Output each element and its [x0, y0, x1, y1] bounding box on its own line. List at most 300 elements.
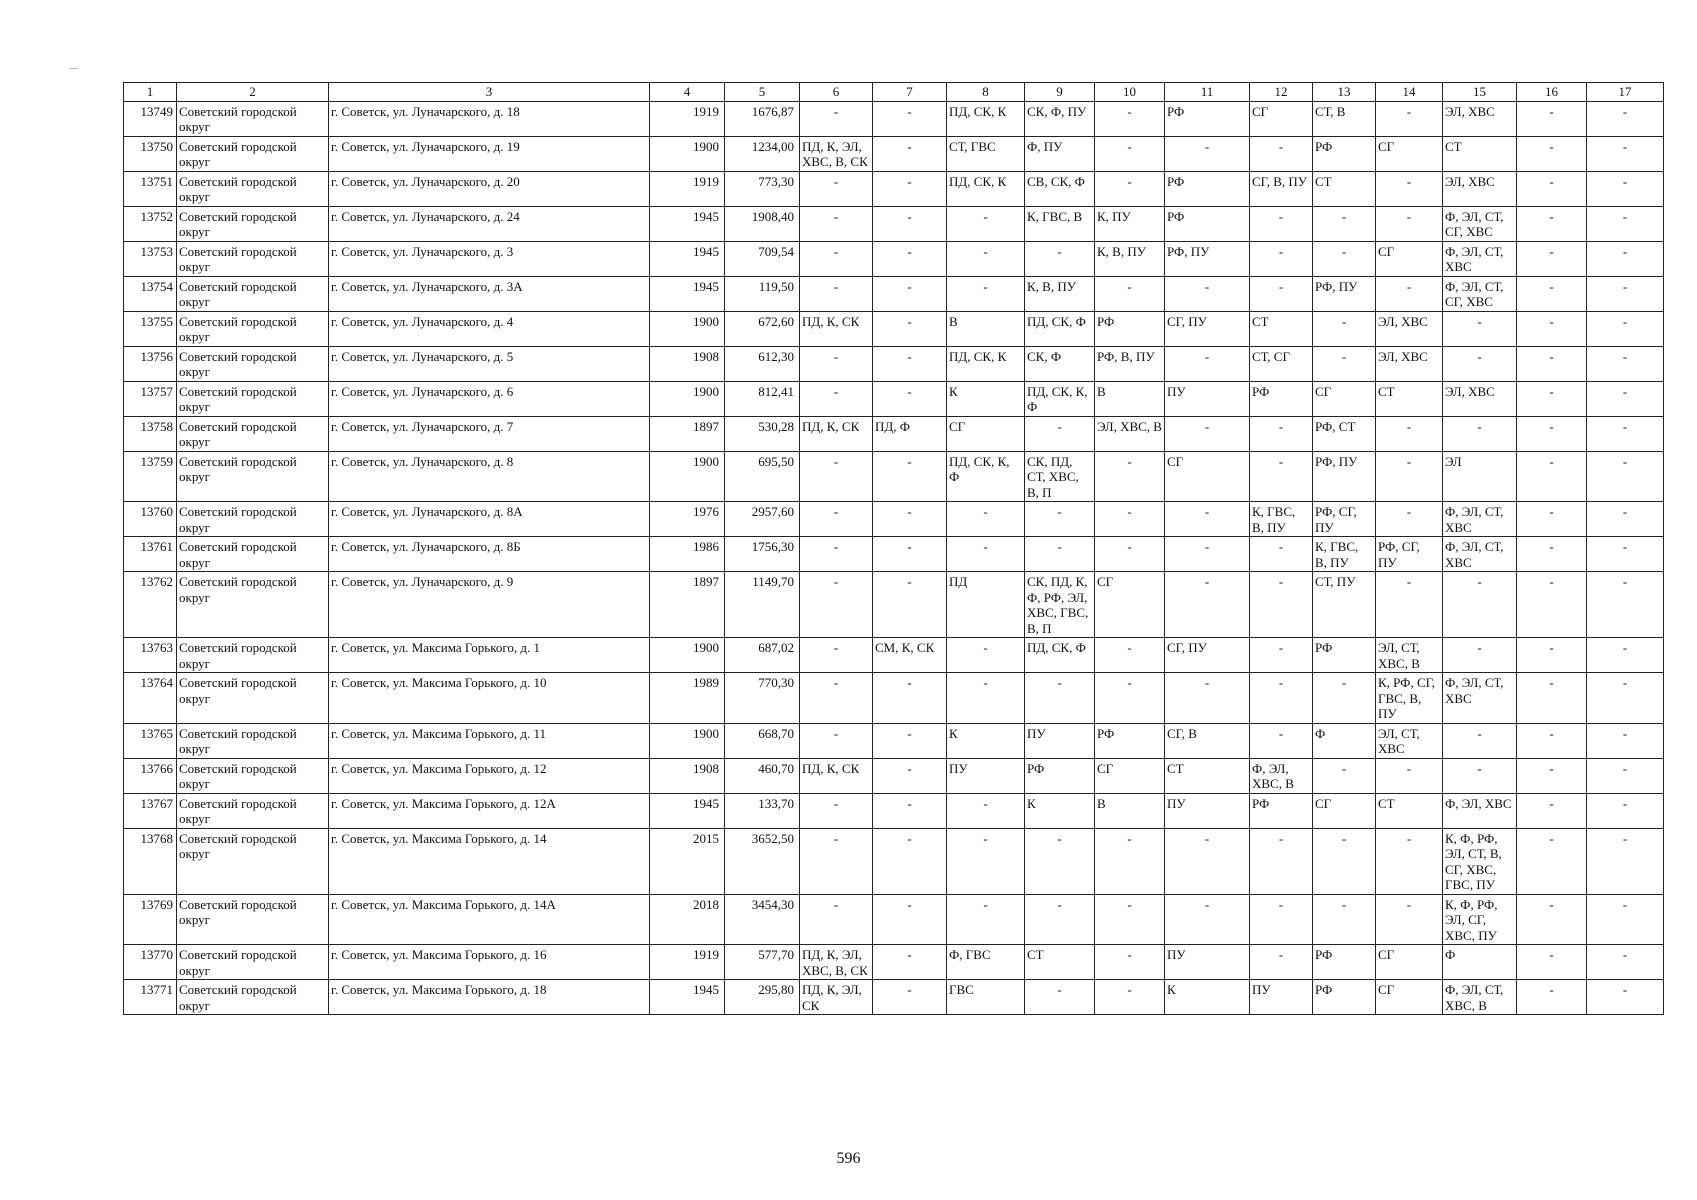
col10-cell: - — [1095, 101, 1165, 136]
col8-cell: - — [947, 206, 1025, 241]
col14-cell: СТ — [1376, 381, 1443, 416]
col9-cell: ПД, СК, Ф — [1025, 638, 1095, 673]
col9-cell: СК, ПД, К, Ф, РФ, ЭЛ, ХВС, ГВС, В, П — [1025, 572, 1095, 638]
address-cell: г. Советск, ул. Луначарского, д. 24 — [329, 206, 650, 241]
col17-cell: - — [1587, 311, 1664, 346]
year-cell: 1986 — [650, 537, 725, 572]
col13-cell: СГ — [1313, 793, 1376, 828]
col14-cell: - — [1376, 758, 1443, 793]
col10-cell: - — [1095, 945, 1165, 980]
column-header-10: 10 — [1095, 83, 1165, 102]
col11-cell: СГ, В — [1165, 723, 1250, 758]
table-row — [124, 171, 1664, 206]
col10-cell: - — [1095, 136, 1165, 171]
row-id: 13750 — [124, 136, 177, 171]
col6-cell: ПД, К, ЭЛ, СК — [800, 980, 873, 1015]
col10-cell: РФ — [1095, 311, 1165, 346]
col9-cell: - — [1025, 537, 1095, 572]
year-cell: 1945 — [650, 206, 725, 241]
col7-cell: - — [873, 673, 947, 724]
column-header-11: 11 — [1165, 83, 1250, 102]
col15-cell: К, Ф, РФ, ЭЛ, СТ, В, СГ, ХВС, ГВС, ПУ — [1443, 828, 1517, 894]
col15-cell: - — [1443, 758, 1517, 793]
col14-cell: - — [1376, 416, 1443, 451]
col17-cell: - — [1587, 136, 1664, 171]
col7-cell: - — [873, 894, 947, 945]
col15-cell: Ф, ЭЛ, СТ, ХВС, В — [1443, 980, 1517, 1015]
table-row — [124, 793, 1664, 828]
col6-cell: - — [800, 723, 873, 758]
col12-cell: СТ — [1250, 311, 1313, 346]
col13-cell: РФ — [1313, 136, 1376, 171]
col13-cell: К, ГВС, В, ПУ — [1313, 537, 1376, 572]
col7-cell: - — [873, 502, 947, 537]
col8-cell: ПД, СК, К — [947, 346, 1025, 381]
col12-cell: - — [1250, 276, 1313, 311]
col13-cell: РФ — [1313, 638, 1376, 673]
col16-cell: - — [1517, 945, 1587, 980]
col6-cell: - — [800, 572, 873, 638]
col15-cell: - — [1443, 346, 1517, 381]
row-id: 13766 — [124, 758, 177, 793]
table-row — [124, 945, 1664, 980]
col6-cell: - — [800, 171, 873, 206]
col7-cell: - — [873, 101, 947, 136]
col15-cell: - — [1443, 572, 1517, 638]
col10-cell: СГ — [1095, 758, 1165, 793]
col9-cell: К — [1025, 793, 1095, 828]
table-row — [124, 537, 1664, 572]
year-cell: 1897 — [650, 572, 725, 638]
table-row — [124, 638, 1664, 673]
table-row — [124, 241, 1664, 276]
col15-cell: СТ — [1443, 136, 1517, 171]
address-cell: г. Советск, ул. Максима Горького, д. 12А — [329, 793, 650, 828]
col8-cell: ПД, СК, К, Ф — [947, 451, 1025, 502]
col12-cell: - — [1250, 723, 1313, 758]
col12-cell: К, ГВС, В, ПУ — [1250, 502, 1313, 537]
scan-artifact-mark — [70, 68, 78, 69]
col11-cell: К — [1165, 980, 1250, 1015]
col6-cell: - — [800, 451, 873, 502]
table-row — [124, 828, 1664, 894]
column-header-2: 2 — [177, 83, 329, 102]
table-row — [124, 381, 1664, 416]
table-row — [124, 572, 1664, 638]
row-id: 13765 — [124, 723, 177, 758]
col17-cell: - — [1587, 276, 1664, 311]
year-cell: 1900 — [650, 638, 725, 673]
col9-cell: ПД, СК, Ф — [1025, 311, 1095, 346]
year-cell: 1900 — [650, 451, 725, 502]
col6-cell: - — [800, 381, 873, 416]
register-sheet — [123, 82, 1664, 1015]
table-row — [124, 311, 1664, 346]
col8-cell: - — [947, 638, 1025, 673]
row-id: 13754 — [124, 276, 177, 311]
col6-cell: - — [800, 793, 873, 828]
col6-cell: - — [800, 828, 873, 894]
address-cell: г. Советск, ул. Луначарского, д. 3 — [329, 241, 650, 276]
col11-cell: РФ — [1165, 171, 1250, 206]
col11-cell: - — [1165, 537, 1250, 572]
col6-cell: ПД, К, СК — [800, 416, 873, 451]
year-cell: 1908 — [650, 758, 725, 793]
col11-cell: - — [1165, 346, 1250, 381]
col7-cell: - — [873, 537, 947, 572]
col17-cell: - — [1587, 894, 1664, 945]
col17-cell: - — [1587, 381, 1664, 416]
col15-cell: - — [1443, 416, 1517, 451]
col9-cell: К, В, ПУ — [1025, 276, 1095, 311]
col6-cell: - — [800, 673, 873, 724]
column-header-14: 14 — [1376, 83, 1443, 102]
district-cell: Советский городской округ — [177, 206, 329, 241]
table-body — [124, 101, 1664, 1015]
col14-cell: ЭЛ, ХВС — [1376, 311, 1443, 346]
col13-cell: РФ, ПУ — [1313, 451, 1376, 502]
year-cell: 1900 — [650, 381, 725, 416]
col6-cell: ПД, К, СК — [800, 311, 873, 346]
col17-cell: - — [1587, 206, 1664, 241]
area-cell: 770,30 — [725, 673, 800, 724]
year-cell: 1900 — [650, 723, 725, 758]
col15-cell: Ф, ЭЛ, СТ, СГ, ХВС — [1443, 276, 1517, 311]
col12-cell: - — [1250, 136, 1313, 171]
col15-cell: - — [1443, 638, 1517, 673]
col13-cell: СГ — [1313, 381, 1376, 416]
district-cell: Советский городской округ — [177, 572, 329, 638]
col8-cell: - — [947, 241, 1025, 276]
col9-cell: - — [1025, 828, 1095, 894]
row-id: 13760 — [124, 502, 177, 537]
row-id: 13749 — [124, 101, 177, 136]
col13-cell: - — [1313, 758, 1376, 793]
year-cell: 2018 — [650, 894, 725, 945]
column-header-7: 7 — [873, 83, 947, 102]
col17-cell: - — [1587, 171, 1664, 206]
address-cell: г. Советск, ул. Луначарского, д. 4 — [329, 311, 650, 346]
col9-cell: СК, Ф — [1025, 346, 1095, 381]
col13-cell: - — [1313, 894, 1376, 945]
col17-cell: - — [1587, 980, 1664, 1015]
area-cell: 3652,50 — [725, 828, 800, 894]
district-cell: Советский городской округ — [177, 171, 329, 206]
col7-cell: - — [873, 171, 947, 206]
address-cell: г. Советск, ул. Луначарского, д. 19 — [329, 136, 650, 171]
table-row — [124, 206, 1664, 241]
col17-cell: - — [1587, 241, 1664, 276]
col6-cell: ПД, К, СК — [800, 758, 873, 793]
col14-cell: ЭЛ, ХВС — [1376, 346, 1443, 381]
area-cell: 773,30 — [725, 171, 800, 206]
row-id: 13751 — [124, 171, 177, 206]
col10-cell: - — [1095, 673, 1165, 724]
col12-cell: - — [1250, 945, 1313, 980]
col14-cell: - — [1376, 206, 1443, 241]
col12-cell: - — [1250, 416, 1313, 451]
col6-cell: ПД, К, ЭЛ, ХВС, В, СК — [800, 945, 873, 980]
col14-cell: РФ, СГ, ПУ — [1376, 537, 1443, 572]
col16-cell: - — [1517, 980, 1587, 1015]
col10-cell: РФ — [1095, 723, 1165, 758]
district-cell: Советский городской округ — [177, 673, 329, 724]
col7-cell: - — [873, 793, 947, 828]
col9-cell: СК, Ф, ПУ — [1025, 101, 1095, 136]
col17-cell: - — [1587, 945, 1664, 980]
row-id: 13761 — [124, 537, 177, 572]
district-cell: Советский городской округ — [177, 828, 329, 894]
col14-cell: СТ — [1376, 793, 1443, 828]
col6-cell: - — [800, 101, 873, 136]
col10-cell: РФ, В, ПУ — [1095, 346, 1165, 381]
col6-cell: - — [800, 638, 873, 673]
col17-cell: - — [1587, 758, 1664, 793]
col12-cell: - — [1250, 673, 1313, 724]
col7-cell: - — [873, 723, 947, 758]
col12-cell: - — [1250, 572, 1313, 638]
col8-cell: В — [947, 311, 1025, 346]
row-id: 13771 — [124, 980, 177, 1015]
col16-cell: - — [1517, 416, 1587, 451]
area-cell: 709,54 — [725, 241, 800, 276]
col14-cell: СГ — [1376, 945, 1443, 980]
col14-cell: СГ — [1376, 136, 1443, 171]
col6-cell: - — [800, 241, 873, 276]
district-cell: Советский городской округ — [177, 894, 329, 945]
col9-cell: СВ, СК, Ф — [1025, 171, 1095, 206]
col8-cell: К — [947, 723, 1025, 758]
row-id: 13755 — [124, 311, 177, 346]
table-row — [124, 723, 1664, 758]
col14-cell: - — [1376, 828, 1443, 894]
table-row — [124, 758, 1664, 793]
col14-cell: СГ — [1376, 241, 1443, 276]
area-cell: 695,50 — [725, 451, 800, 502]
year-cell: 1897 — [650, 416, 725, 451]
district-cell: Советский городской округ — [177, 451, 329, 502]
year-cell: 1919 — [650, 101, 725, 136]
col8-cell: ПД, СК, К — [947, 101, 1025, 136]
district-cell: Советский городской округ — [177, 381, 329, 416]
year-cell: 1945 — [650, 980, 725, 1015]
table-row — [124, 276, 1664, 311]
col14-cell: ЭЛ, СТ, ХВС, В — [1376, 638, 1443, 673]
column-header-3: 3 — [329, 83, 650, 102]
area-cell: 3454,30 — [725, 894, 800, 945]
col8-cell: Ф, ГВС — [947, 945, 1025, 980]
col13-cell: СТ — [1313, 171, 1376, 206]
area-cell: 295,80 — [725, 980, 800, 1015]
col11-cell: ПУ — [1165, 381, 1250, 416]
col10-cell: - — [1095, 537, 1165, 572]
district-cell: Советский городской округ — [177, 980, 329, 1015]
table-row — [124, 451, 1664, 502]
column-header-16: 16 — [1517, 83, 1587, 102]
district-cell: Советский городской округ — [177, 311, 329, 346]
col8-cell: ПД, СК, К — [947, 171, 1025, 206]
year-cell: 1900 — [650, 136, 725, 171]
area-cell: 687,02 — [725, 638, 800, 673]
year-cell: 1919 — [650, 171, 725, 206]
col7-cell: - — [873, 945, 947, 980]
column-header-15: 15 — [1443, 83, 1517, 102]
col10-cell: - — [1095, 894, 1165, 945]
col14-cell: ЭЛ, СТ, ХВС — [1376, 723, 1443, 758]
col11-cell: ПУ — [1165, 945, 1250, 980]
col11-cell: - — [1165, 502, 1250, 537]
col12-cell: СГ — [1250, 101, 1313, 136]
area-cell: 812,41 — [725, 381, 800, 416]
year-cell: 1900 — [650, 311, 725, 346]
col7-cell: - — [873, 206, 947, 241]
area-cell: 577,70 — [725, 945, 800, 980]
table-row — [124, 136, 1664, 171]
col10-cell: - — [1095, 171, 1165, 206]
area-cell: 460,70 — [725, 758, 800, 793]
row-id: 13770 — [124, 945, 177, 980]
col7-cell: - — [873, 276, 947, 311]
area-cell: 119,50 — [725, 276, 800, 311]
column-header-9: 9 — [1025, 83, 1095, 102]
address-cell: г. Советск, ул. Луначарского, д. 3А — [329, 276, 650, 311]
col17-cell: - — [1587, 502, 1664, 537]
table-row — [124, 673, 1664, 724]
address-cell: г. Советск, ул. Луначарского, д. 8 — [329, 451, 650, 502]
col15-cell: Ф, ЭЛ, ХВС — [1443, 793, 1517, 828]
col11-cell: РФ — [1165, 101, 1250, 136]
address-cell: г. Советск, ул. Луначарского, д. 8А — [329, 502, 650, 537]
address-cell: г. Советск, ул. Максима Горького, д. 1 — [329, 638, 650, 673]
col9-cell: - — [1025, 980, 1095, 1015]
col11-cell: СГ, ПУ — [1165, 311, 1250, 346]
col10-cell: - — [1095, 980, 1165, 1015]
col13-cell: РФ — [1313, 980, 1376, 1015]
year-cell: 1976 — [650, 502, 725, 537]
col9-cell: - — [1025, 673, 1095, 724]
col7-cell: - — [873, 346, 947, 381]
area-cell: 612,30 — [725, 346, 800, 381]
table-row — [124, 894, 1664, 945]
address-cell: г. Советск, ул. Луначарского, д. 18 — [329, 101, 650, 136]
col13-cell: РФ, СГ, ПУ — [1313, 502, 1376, 537]
col16-cell: - — [1517, 171, 1587, 206]
col11-cell: - — [1165, 276, 1250, 311]
col17-cell: - — [1587, 346, 1664, 381]
row-id: 13759 — [124, 451, 177, 502]
col11-cell: - — [1165, 828, 1250, 894]
col12-cell: - — [1250, 537, 1313, 572]
col13-cell: РФ, ПУ — [1313, 276, 1376, 311]
col13-cell: - — [1313, 311, 1376, 346]
column-number-header — [124, 83, 1664, 102]
table-row — [124, 502, 1664, 537]
col16-cell: - — [1517, 758, 1587, 793]
area-cell: 2957,60 — [725, 502, 800, 537]
district-cell: Советский городской округ — [177, 945, 329, 980]
col13-cell: РФ, СТ — [1313, 416, 1376, 451]
col9-cell: СТ — [1025, 945, 1095, 980]
table-row — [124, 101, 1664, 136]
row-id: 13756 — [124, 346, 177, 381]
col7-cell: - — [873, 311, 947, 346]
col10-cell: К, ПУ — [1095, 206, 1165, 241]
col7-cell: - — [873, 828, 947, 894]
col11-cell: - — [1165, 136, 1250, 171]
col13-cell: СТ, В — [1313, 101, 1376, 136]
col11-cell: ПУ — [1165, 793, 1250, 828]
col7-cell: - — [873, 136, 947, 171]
row-id: 13762 — [124, 572, 177, 638]
col6-cell: - — [800, 206, 873, 241]
col12-cell: - — [1250, 451, 1313, 502]
col14-cell: К, РФ, СГ, ГВС, В, ПУ — [1376, 673, 1443, 724]
col7-cell: - — [873, 241, 947, 276]
area-cell: 530,28 — [725, 416, 800, 451]
col14-cell: - — [1376, 101, 1443, 136]
col13-cell: - — [1313, 828, 1376, 894]
district-cell: Советский городской округ — [177, 793, 329, 828]
area-cell: 668,70 — [725, 723, 800, 758]
col16-cell: - — [1517, 311, 1587, 346]
col8-cell: ГВС — [947, 980, 1025, 1015]
col17-cell: - — [1587, 638, 1664, 673]
col9-cell: СК, ПД, СТ, ХВС, В, П — [1025, 451, 1095, 502]
address-cell: г. Советск, ул. Максима Горького, д. 18 — [329, 980, 650, 1015]
col16-cell: - — [1517, 206, 1587, 241]
col8-cell: ПД — [947, 572, 1025, 638]
col7-cell: - — [873, 980, 947, 1015]
col9-cell: ПД, СК, К, Ф — [1025, 381, 1095, 416]
address-cell: г. Советск, ул. Луначарского, д. 7 — [329, 416, 650, 451]
district-cell: Советский городской округ — [177, 241, 329, 276]
col9-cell: - — [1025, 894, 1095, 945]
col15-cell: - — [1443, 311, 1517, 346]
district-cell: Советский городской округ — [177, 101, 329, 136]
col11-cell: СГ — [1165, 451, 1250, 502]
col12-cell: - — [1250, 828, 1313, 894]
col16-cell: - — [1517, 502, 1587, 537]
col6-cell: - — [800, 502, 873, 537]
col11-cell: РФ — [1165, 206, 1250, 241]
year-cell: 1945 — [650, 241, 725, 276]
area-cell: 133,70 — [725, 793, 800, 828]
row-id: 13763 — [124, 638, 177, 673]
year-cell: 2015 — [650, 828, 725, 894]
col16-cell: - — [1517, 241, 1587, 276]
col10-cell: - — [1095, 451, 1165, 502]
address-cell: г. Советск, ул. Максима Горького, д. 14А — [329, 894, 650, 945]
col15-cell: ЭЛ, ХВС — [1443, 171, 1517, 206]
col16-cell: - — [1517, 638, 1587, 673]
district-cell: Советский городской округ — [177, 346, 329, 381]
col15-cell: К, Ф, РФ, ЭЛ, СГ, ХВС, ПУ — [1443, 894, 1517, 945]
address-cell: г. Советск, ул. Луначарского, д. 5 — [329, 346, 650, 381]
col11-cell: - — [1165, 894, 1250, 945]
col6-cell: - — [800, 346, 873, 381]
district-cell: Советский городской округ — [177, 758, 329, 793]
col14-cell: - — [1376, 894, 1443, 945]
col10-cell: - — [1095, 502, 1165, 537]
area-cell: 1676,87 — [725, 101, 800, 136]
row-id: 13764 — [124, 673, 177, 724]
row-id: 13757 — [124, 381, 177, 416]
col8-cell: К — [947, 381, 1025, 416]
col11-cell: СГ, ПУ — [1165, 638, 1250, 673]
col15-cell: Ф, ЭЛ, СТ, ХВС — [1443, 673, 1517, 724]
col13-cell: Ф — [1313, 723, 1376, 758]
col11-cell: - — [1165, 572, 1250, 638]
